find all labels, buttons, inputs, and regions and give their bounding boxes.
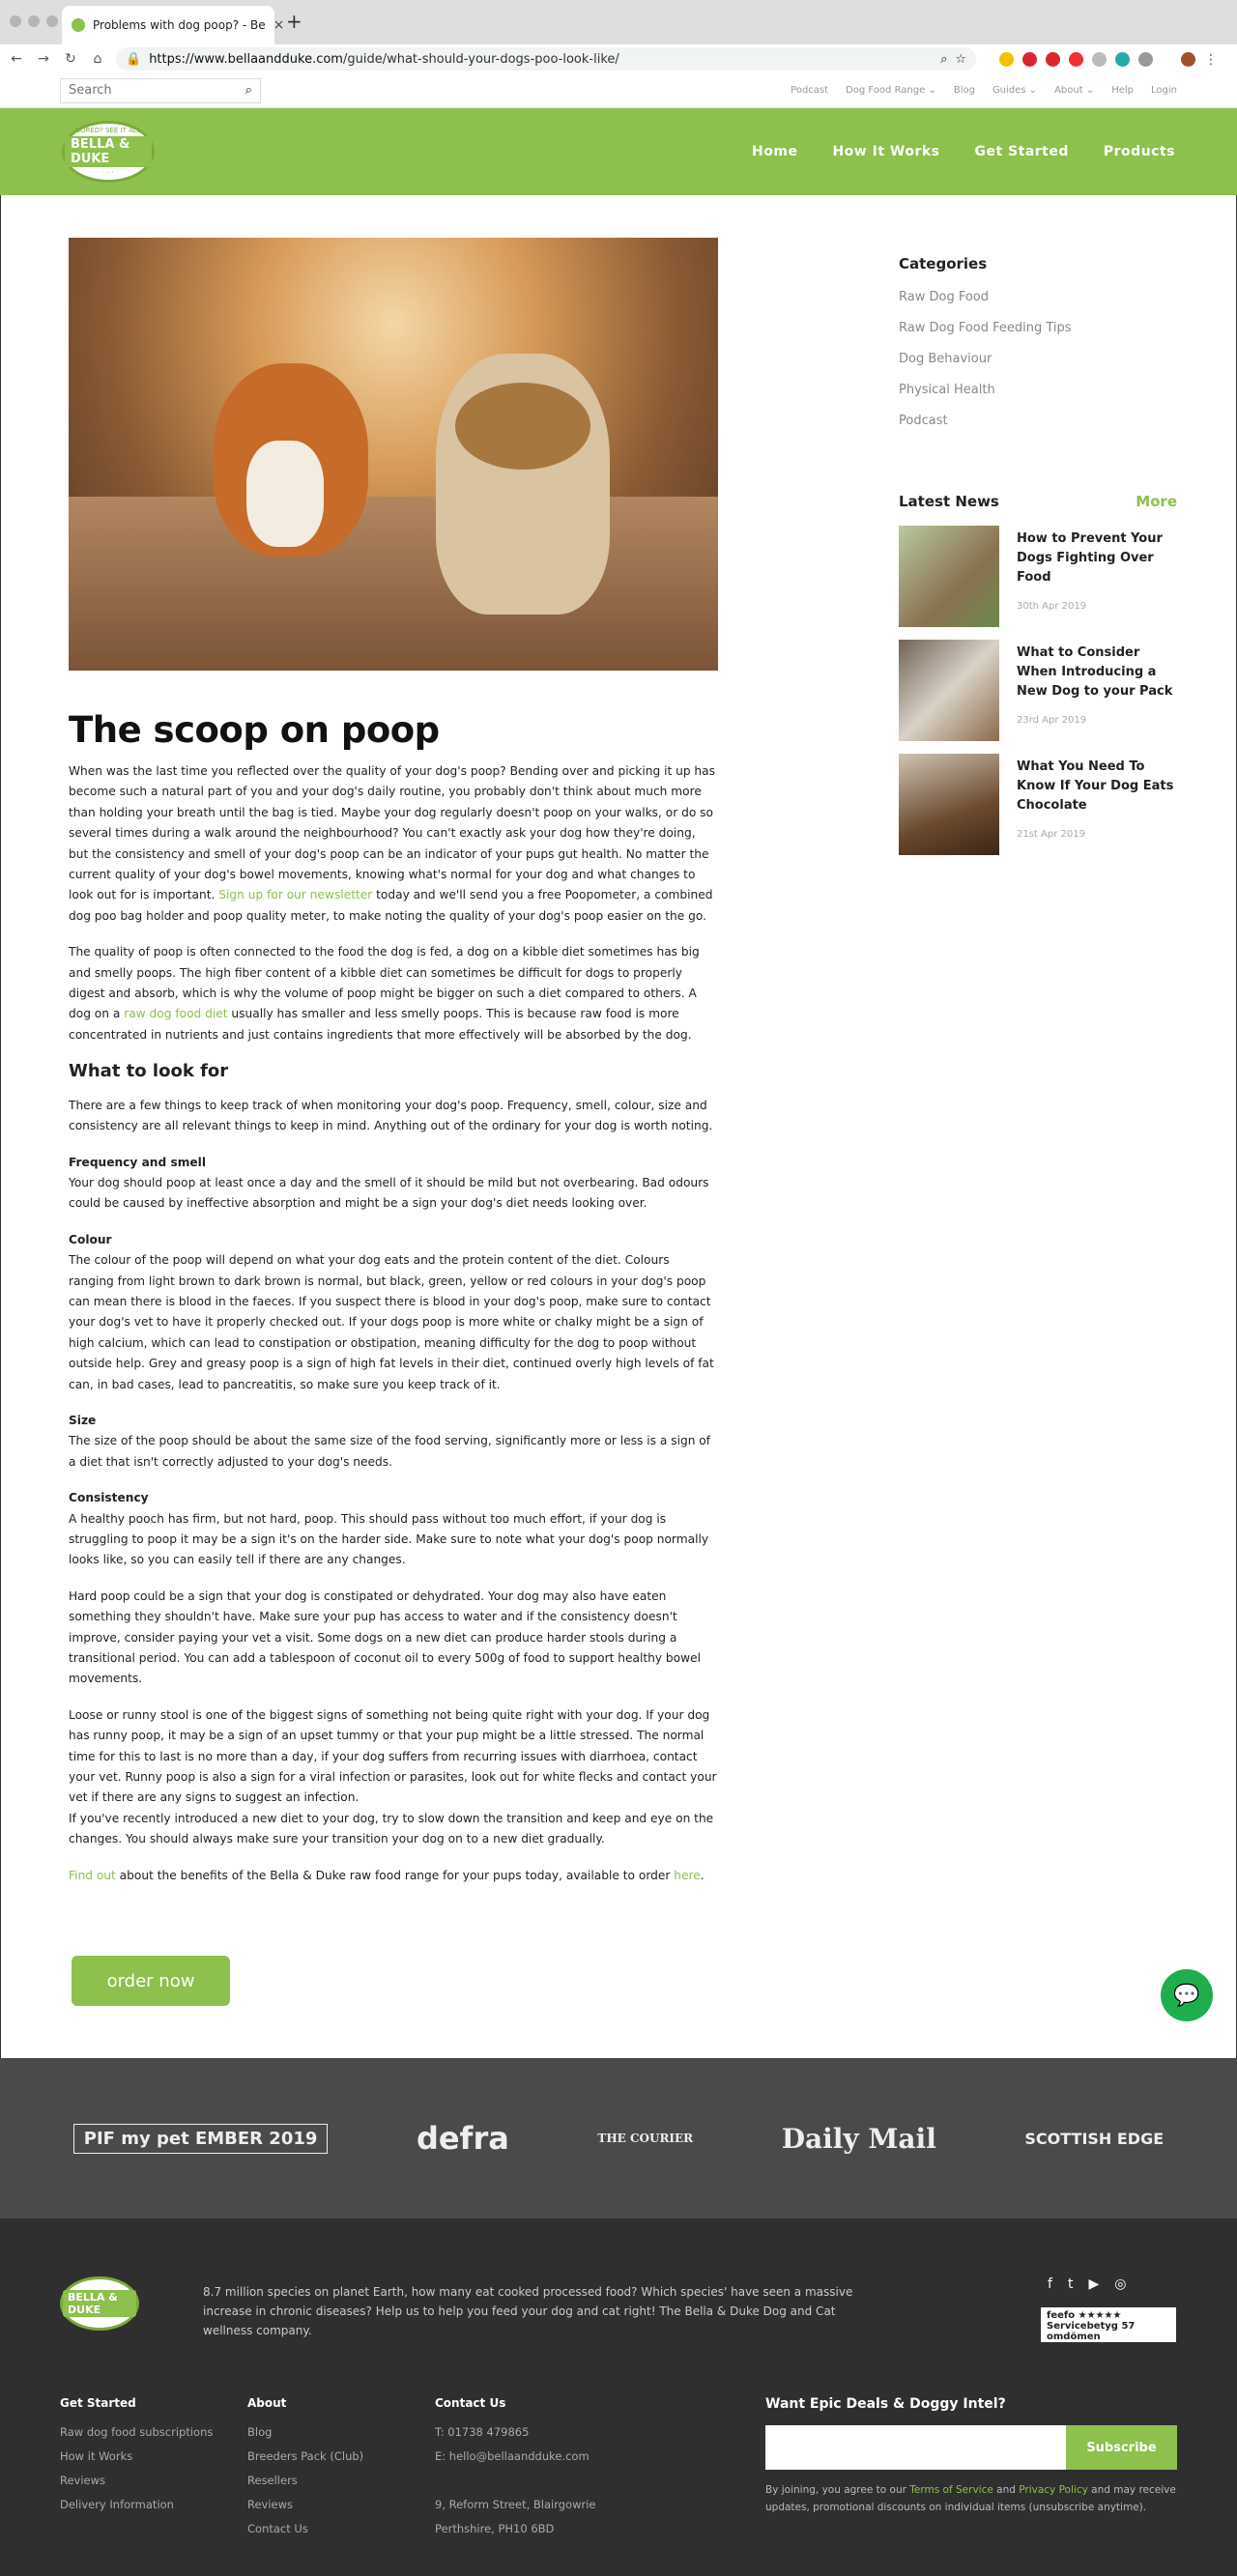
footer-link[interactable]: Contact Us bbox=[247, 2522, 308, 2535]
chat-icon[interactable]: 💬 bbox=[1161, 1969, 1213, 2021]
corgi-image bbox=[214, 363, 368, 557]
link-podcast[interactable]: Podcast bbox=[791, 85, 829, 96]
categories-title: Categories bbox=[899, 255, 988, 272]
main-content bbox=[0, 195, 1237, 2058]
news-date: 30th Apr 2019 bbox=[1017, 601, 1087, 612]
pif-logo: PIF my pet EMBER 2019 bbox=[73, 2124, 329, 2154]
order-here-link[interactable]: here bbox=[674, 1868, 701, 1882]
subheading: Colour bbox=[69, 1232, 112, 1246]
menu-icon[interactable]: ⋮ bbox=[1204, 51, 1218, 68]
home-icon[interactable]: ⌂ bbox=[93, 51, 102, 67]
paragraph: The quality of poop is often connected to the food the dog is fed, a dog on a kibble diet sometimes has big and smelly poops. The high fiber content of a kibble diet can sometimes be difficult for dogs to properly digest and absorb, which is why the volume of poop might be bigger on such a diet compared to others. A dog on a raw dog food diet usually has smaller and less smelly poops. This is because raw food is more concentrated in nutrients and just contains ingredients that more effectively will be absorbed by the dog. bbox=[69, 945, 700, 1042]
paragraph: The colour of the poop will depend on what your dog eats and the protein content of the diet. Colours ranging from light brown to dark brown is normal, but black, green, yellow or red colours in your dog's poop can mean there is blood in the faeces. If you suspect there is blood in your dog's poop, make sure to contact your dog's vet to have it properly checked out. If your dogs poop is more white or chalky might be a sign of high calcium, which can lead to constipation or obstipation, meaning difficulty for the dog to poop without outside help. Grey and greasy poop is a sign of high fat levels in their diet, continued overly high levels of fat can, in bad cases, lead to pancreatitis, so make sure you keep track of it. bbox=[69, 1253, 714, 1391]
profile-avatar[interactable] bbox=[1181, 52, 1195, 67]
search-input[interactable] bbox=[69, 83, 245, 98]
paw-icon: · · · bbox=[102, 169, 114, 177]
nav-products[interactable]: Products bbox=[1103, 144, 1175, 159]
terrier-image bbox=[436, 354, 610, 615]
back-icon[interactable]: ← bbox=[11, 51, 22, 67]
newsletter-signup bbox=[765, 2396, 1177, 2516]
category-raw-dog-food[interactable]: Raw Dog Food bbox=[899, 290, 989, 304]
article-body bbox=[69, 761, 718, 1902]
paragraph: When was the last time you reflected over the quality of your dog's poop? Bending over and picking it up has become such a natural part of you and your dog's daily routine, you probably don't think about much more than holding your breath until the bag is tied. Maybe your dog regularly doesn't poop on your walks, or do so several times during a walk around the neighbourhood? You can't exactly ask your dog how they're doing, but the consistency and smell of your dog's poop can be an indicator of your pups gut health. No matter the current quality of your dog's bowel movements, knowing what's normal for your dog and what changes to look out for is important. Sign up for our newsletter today and we'll send you a free Poopometer, a combined dog poo bag holder and poop quality meter, to make noting the quality of your dog's poop easier on the go. bbox=[69, 764, 715, 923]
footer-link[interactable]: Breeders Pack (Club) bbox=[247, 2449, 364, 2463]
news-date: 23rd Apr 2019 bbox=[1017, 715, 1087, 726]
site-logo[interactable] bbox=[62, 121, 155, 183]
forward-icon[interactable]: → bbox=[38, 51, 49, 67]
main-nav bbox=[752, 144, 1175, 159]
footer-about: 8.7 million species on planet Earth, how many eat cooked processed food? Which species' have seen a massive increase in chronic diseases? Help us to help you feed your dog and cat right! The Bella & Duke Dog and Cat wellness company. bbox=[203, 2285, 853, 2337]
order-now-button[interactable]: order now bbox=[72, 1956, 230, 2006]
article-title: The scoop on poop bbox=[69, 709, 440, 751]
paragraph: If you've recently introduced a new diet to your dog, try to slow down the transition and keep and eye on the changes. You should always make sure your transition your dog on to a new diet gradually. bbox=[69, 1811, 714, 1846]
news-thumbnail[interactable] bbox=[899, 640, 999, 741]
link-dog-food-range[interactable]: Dog Food Range ⌄ bbox=[846, 85, 936, 96]
email-field[interactable] bbox=[765, 2425, 1066, 2470]
news-item[interactable] bbox=[899, 754, 1177, 868]
signup-disclaimer: By joining, you agree to our Terms of Service and Privacy Policy and may receive updates, promotional discounts on individual items (unsubscribe anytime). bbox=[765, 2484, 1176, 2513]
nav-home[interactable]: Home bbox=[752, 144, 798, 159]
footer-col-title: Contact Us bbox=[435, 2396, 506, 2410]
partner-logos bbox=[0, 2058, 1237, 2218]
latest-news-title: Latest News bbox=[899, 493, 999, 510]
email[interactable]: E: hello@bellaandduke.com bbox=[435, 2449, 590, 2463]
subscribe-button[interactable]: Subscribe bbox=[1066, 2425, 1177, 2470]
lock-icon: 🔒 bbox=[126, 51, 142, 67]
subheading: Frequency and smell bbox=[69, 1155, 207, 1169]
extension-icon[interactable] bbox=[999, 52, 1014, 67]
newsletter-link[interactable]: Sign up for our newsletter bbox=[218, 888, 373, 902]
footer-link[interactable]: Delivery Information bbox=[60, 2498, 174, 2511]
utility-links bbox=[791, 85, 1177, 96]
section-heading: What to look for bbox=[69, 1061, 229, 1082]
paragraph: There are a few things to keep track of when monitoring your dog's poop. Frequency, smell, colour, size and consistency are all relevant things to keep in mind. Anything out of the ordinary for your dog is worth noting. bbox=[69, 1098, 713, 1133]
pinterest-icon[interactable] bbox=[1022, 52, 1037, 67]
address-line: 9, Reform Street, Blairgowrie bbox=[435, 2498, 596, 2511]
courier-logo: THE COURIER bbox=[597, 2132, 694, 2145]
category-physical-health[interactable]: Physical Health bbox=[899, 383, 995, 397]
url-host: https://www.bellaandduke.com bbox=[149, 51, 343, 67]
search-icon[interactable]: ⌕ bbox=[245, 83, 252, 98]
footer-columns bbox=[60, 2396, 622, 2546]
link-guides[interactable]: Guides ⌄ bbox=[992, 85, 1038, 96]
news-title[interactable]: What to Consider When Introducing a New Dog to your Pack bbox=[1017, 645, 1173, 699]
instagram-icon[interactable]: ◎ bbox=[1114, 2276, 1127, 2292]
footer-link[interactable]: Resellers bbox=[247, 2474, 298, 2487]
feefo-badge[interactable]: feefo ★★★★★ Servicebetyg 57 omdömen bbox=[1041, 2307, 1176, 2342]
extension-icon[interactable] bbox=[1046, 52, 1060, 67]
subheading: Consistency bbox=[69, 1491, 149, 1505]
link-login[interactable]: Login bbox=[1151, 85, 1177, 96]
subheading: Size bbox=[69, 1413, 97, 1427]
footer-link[interactable]: Blog bbox=[247, 2425, 273, 2439]
site-header bbox=[0, 108, 1237, 195]
extension-icon[interactable] bbox=[1092, 52, 1107, 67]
paragraph: Hard poop could be a sign that your dog is constipated or dehydrated. Your dog may also have eaten something they shouldn't have. Make sure your pup has access to water and if the consistency doesn't improve, consider paying your vet a visit. Some dogs on a new diet can produce harder stools during a transitional period. You can add a tablespoon of coconut oil to every 500g of food to support healthy bowel movements. bbox=[69, 1589, 701, 1686]
site-search[interactable] bbox=[60, 78, 261, 103]
search-icon[interactable]: ⌕ bbox=[940, 51, 948, 67]
facebook-icon[interactable]: f bbox=[1048, 2276, 1052, 2292]
link-blog[interactable]: Blog bbox=[953, 85, 975, 96]
sidebar bbox=[899, 255, 1177, 868]
news-title[interactable]: What You Need To Know If Your Dog Eats Chocolate bbox=[1017, 759, 1174, 813]
paragraph: Loose or runny stool is one of the biggest signs of something not being quite right with your dog. If your dog has runny poop, it may be a sign of an upset tummy or that your pup might be a little stressed. The normal time for this to last is no more than a day, if your dog suffers from recurring issues with diarrhoea, contact your vet. Runny poop is also a sign for a viral infection or parasites, look out for white flecks and contact your vet if there are any signs to suggest an infection. bbox=[69, 1707, 717, 1805]
category-dog-behaviour[interactable]: Dog Behaviour bbox=[899, 352, 992, 366]
news-title[interactable]: How to Prevent Your Dogs Fighting Over Food bbox=[1017, 531, 1163, 585]
tab-strip bbox=[0, 0, 1237, 44]
browser-tab[interactable] bbox=[62, 6, 285, 44]
paragraph: The size of the poop should be about the same size of the food serving, significantly more or less is a sign of a diet that isn't correctly adjusted to your dog's needs. bbox=[69, 1434, 711, 1469]
adblock-icon[interactable] bbox=[1069, 52, 1083, 67]
extensions bbox=[999, 52, 1218, 67]
footer-link[interactable]: Raw dog food subscriptions bbox=[60, 2425, 214, 2439]
star-icon[interactable]: ☆ bbox=[955, 51, 966, 67]
address-bar[interactable] bbox=[116, 47, 976, 71]
category-podcast[interactable]: Podcast bbox=[899, 414, 948, 428]
twitter-icon[interactable]: t bbox=[1067, 2276, 1074, 2292]
footer-link[interactable]: How it Works bbox=[60, 2449, 133, 2463]
news-date: 21st Apr 2019 bbox=[1017, 829, 1085, 840]
category-feeding-tips[interactable]: Raw Dog Food Feeding Tips bbox=[899, 321, 1072, 335]
new-tab-button[interactable]: + bbox=[286, 10, 302, 33]
signup-title: Want Epic Deals & Doggy Intel? bbox=[765, 2396, 1006, 2412]
browser-chrome bbox=[0, 0, 1237, 73]
footer-link[interactable]: Reviews bbox=[60, 2474, 106, 2487]
close-tab-icon[interactable]: × bbox=[273, 17, 285, 33]
footer-link[interactable]: Reviews bbox=[247, 2498, 294, 2511]
news-item[interactable] bbox=[899, 526, 1177, 640]
scottish-edge-logo: SCOTTISH EDGE bbox=[1024, 2129, 1165, 2148]
utility-bar bbox=[0, 73, 1237, 108]
nav-how-it-works[interactable]: How It Works bbox=[832, 144, 940, 159]
reload-icon[interactable]: ↻ bbox=[65, 51, 76, 67]
footer-col-title: About bbox=[247, 2396, 287, 2410]
logo-name: BELLA & DUKE bbox=[65, 136, 152, 167]
footer-col-title: Get Started bbox=[60, 2396, 136, 2410]
defra-logo: defra bbox=[416, 2120, 509, 2157]
raw-diet-link[interactable]: raw dog food diet bbox=[124, 1007, 228, 1021]
link-about[interactable]: About ⌄ bbox=[1054, 85, 1095, 96]
spacer bbox=[435, 2474, 622, 2498]
news-thumbnail[interactable] bbox=[899, 754, 999, 855]
youtube-icon[interactable]: ▶ bbox=[1088, 2276, 1100, 2292]
logo-tagline: BORED? SEE IT ALL bbox=[75, 127, 141, 134]
footer-logo[interactable]: BELLA & DUKE bbox=[60, 2276, 139, 2331]
site-footer bbox=[0, 2218, 1237, 2576]
more-link[interactable]: More bbox=[1136, 493, 1177, 510]
paw-icon bbox=[72, 18, 85, 32]
news-thumbnail[interactable] bbox=[899, 526, 999, 627]
toolbar bbox=[0, 44, 1237, 73]
tab-title: Problems with dog poop? - Be bbox=[93, 18, 266, 32]
extension-icon[interactable] bbox=[1115, 52, 1130, 67]
window-controls[interactable] bbox=[10, 15, 58, 27]
url-path: /guide/what-should-your-dogs-poo-look-like/ bbox=[342, 51, 619, 67]
hero-image bbox=[69, 238, 718, 671]
link-help[interactable]: Help bbox=[1111, 85, 1135, 96]
terms-link[interactable]: Terms of Service bbox=[909, 2484, 993, 2496]
paragraph: A healthy pooch has firm, but not hard, poop. This should pass without too much effort, if your dog is struggling to poop it may be a sign it's on the harder side. Make sure to note what your dog's poop normally looks like, so you can easily tell if there are any changes. bbox=[69, 1511, 709, 1567]
paragraph: Find out about the benefits of the Bella & Duke raw food range for your pups today, available to order here. bbox=[69, 1868, 705, 1882]
paragraph: Your dog should poop at least once a day and the smell of it should be mild but not overbearing. Bad odours could be caused by ineffective absorption and might be a sign your dog's diet needs looking over. bbox=[69, 1175, 709, 1211]
privacy-link[interactable]: Privacy Policy bbox=[1019, 2484, 1088, 2496]
daily-mail-logo: Daily Mail bbox=[781, 2122, 936, 2155]
social-links bbox=[1048, 2276, 1126, 2292]
phone[interactable]: T: 01738 479865 bbox=[435, 2425, 530, 2439]
address-line: Perthshire, PH10 6BD bbox=[435, 2522, 555, 2535]
find-out-link[interactable]: Find out bbox=[69, 1868, 116, 1882]
nav-get-started[interactable]: Get Started bbox=[974, 144, 1069, 159]
extension-icon[interactable] bbox=[1138, 52, 1153, 67]
news-item[interactable] bbox=[899, 640, 1177, 754]
